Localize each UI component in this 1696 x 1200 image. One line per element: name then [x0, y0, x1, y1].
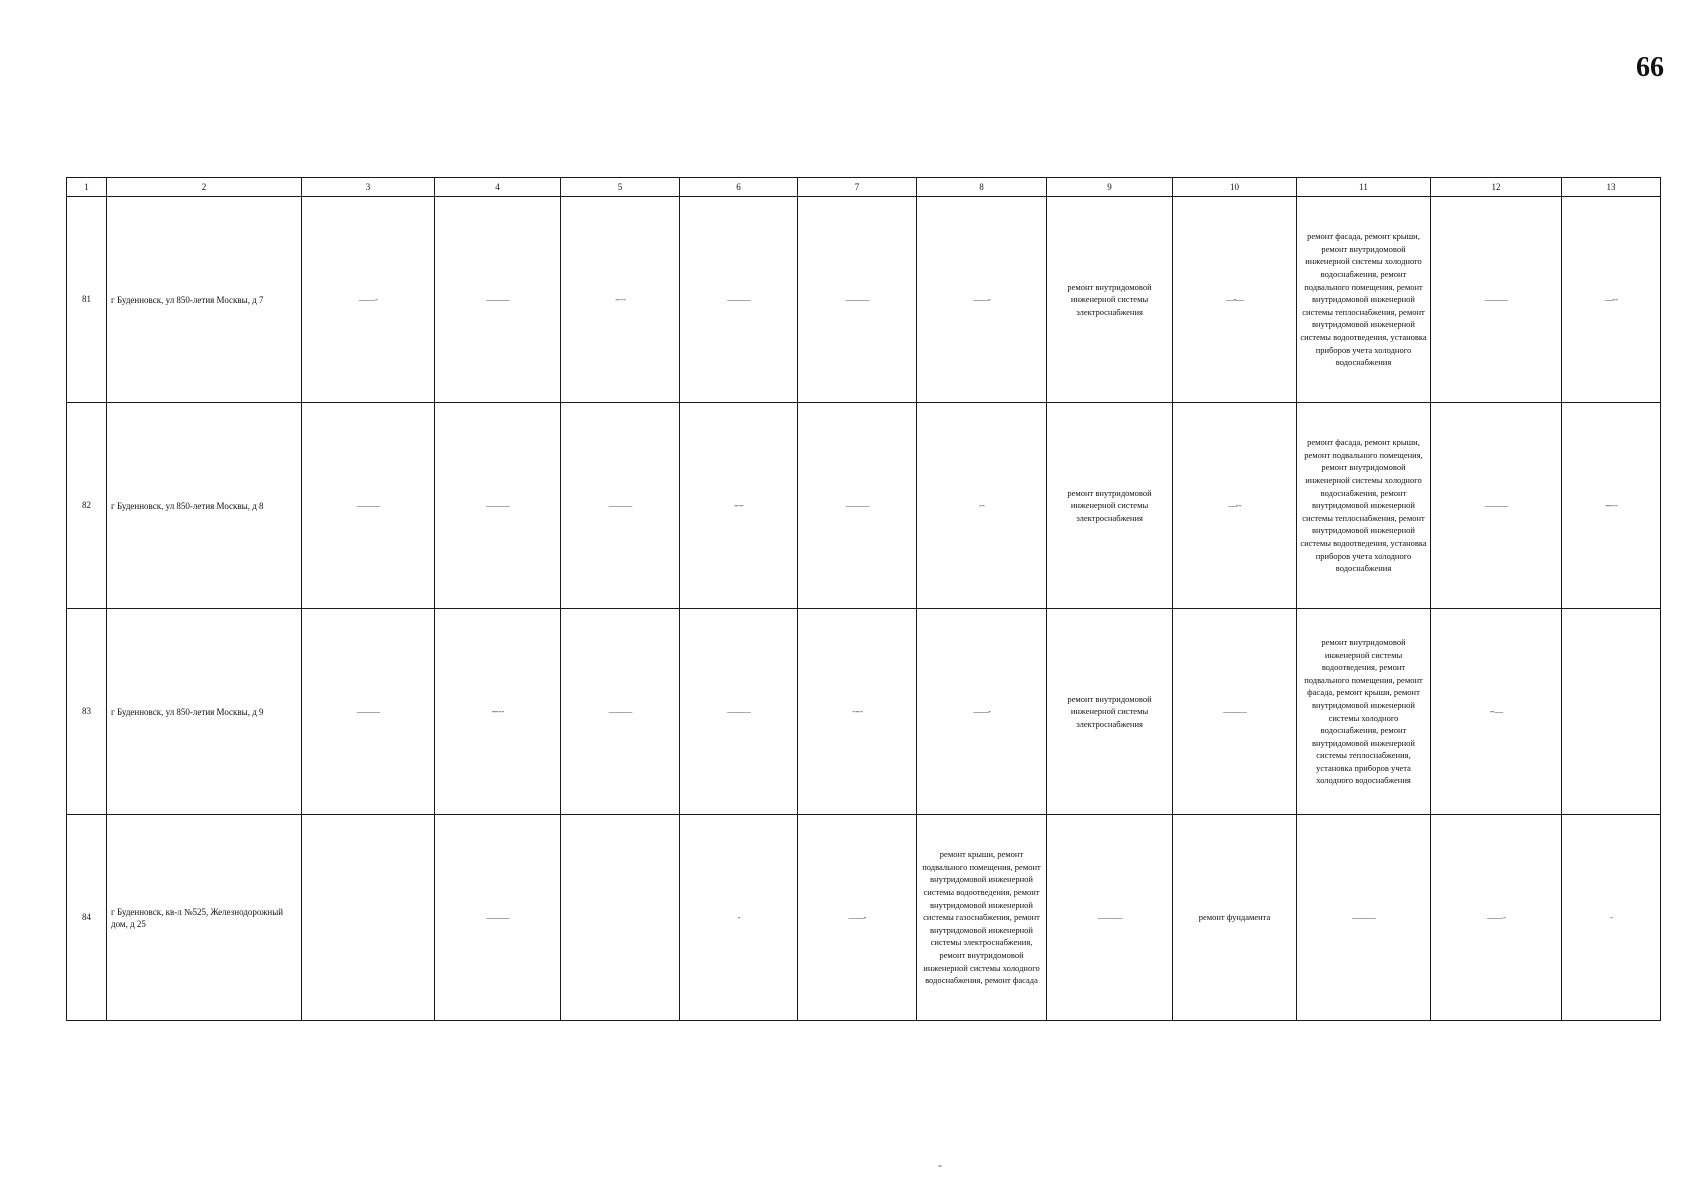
- cell-col-7: ———: [798, 403, 917, 609]
- cell-col-8: ——-: [917, 609, 1047, 815]
- row-number: 83: [67, 609, 107, 815]
- cell-col-13: --- - -: [1562, 403, 1661, 609]
- cell-col-5: ———: [561, 609, 680, 815]
- address-cell: г Буденновск, ул 850-летия Москвы, д 9: [107, 609, 302, 815]
- cell-col-11: ремонт фасада, ремонт крыши, ремонт внутридомовой инженерной системы холодного водоснабжения, ремонт подвального помещения, ремонт внутридомовой инженерной системы теплоснабжения, ремонт внутридомовой инженерной системы водоотведения, установка приборов учета холодного водоснабжения: [1297, 197, 1431, 403]
- cell-col-12: ———: [1431, 403, 1562, 609]
- header-cell-10: 10: [1173, 178, 1297, 197]
- table-row: [67, 403, 1661, 609]
- cell-col-8: ремонт крыши, ремонт подвального помещения, ремонт внутридомовой инженерной системы водоотведения, ремонт внутридомовой инженерной системы газоснабжения, ремонт внутридомовой инженерной системы электроснабжения, ремонт внутридомовой инженерной системы холодного водоснабжения, ремонт фасада: [917, 815, 1047, 1021]
- address-cell: г Буденновск, ул 850-летия Москвы, д 8: [107, 403, 302, 609]
- cell-col-12: ———: [1431, 197, 1562, 403]
- cell-col-6: ———: [680, 197, 798, 403]
- cell-col-13: [1562, 609, 1661, 815]
- header-cell-8: 8: [917, 178, 1047, 197]
- cell-col-10: —-—: [1173, 197, 1297, 403]
- header-cell-4: 4: [435, 178, 561, 197]
- cell-col-9: ремонт внутридомовой инженерной системы электроснабжения: [1047, 609, 1173, 815]
- cell-col-3: ———: [302, 609, 435, 815]
- cell-col-5: -- - -: [561, 197, 680, 403]
- header-cell-6: 6: [680, 178, 798, 197]
- cell-col-7: - -- -: [798, 609, 917, 815]
- cell-col-11: ремонт фасада, ремонт крыши, ремонт подвального помещения, ремонт внутридомовой инженерной системы холодного водоснабжения, ремонт внутридомовой инженерной системы теплоснабжения, ремонт внутридомовой инженерной системы водоотведения, установка приборов учета холодного водоснабжения: [1297, 403, 1431, 609]
- cell-col-3: [302, 815, 435, 1021]
- cell-col-11: ремонт внутридомовой инженерной системы водоотведения, ремонт подвального помещения, ремонт фасада, ремонт крыши, ремонт внутридомовой инженерной системы холодного водоснабжения, ремонт внутридомовой инженерной системы теплоснабжения, установка приборов учета холодного водоснабжения: [1297, 609, 1431, 815]
- footer-mark: -: [938, 1158, 942, 1172]
- header-cell-11: 11: [1297, 178, 1431, 197]
- row-number: 82: [67, 403, 107, 609]
- cell-col-9: — ——: [1047, 815, 1173, 1021]
- header-cell-2: 2: [107, 178, 302, 197]
- header-cell-13: 13: [1562, 178, 1661, 197]
- cell-col-7: ———: [798, 197, 917, 403]
- cell-col-10: —- -: [1173, 403, 1297, 609]
- header-cell-5: 5: [561, 178, 680, 197]
- cell-col-8: - -: [917, 403, 1047, 609]
- cell-col-11: ———: [1297, 815, 1431, 1021]
- cell-col-4: ———: [435, 815, 561, 1021]
- address-cell: г Буденновск, ул 850-летия Москвы, д 7: [107, 197, 302, 403]
- cell-col-9: ремонт внутридомовой инженерной системы электроснабжения: [1047, 403, 1173, 609]
- table-row: [67, 609, 1661, 815]
- header-cell-3: 3: [302, 178, 435, 197]
- cell-col-12: -- —: [1431, 609, 1562, 815]
- cell-col-6: -: [680, 815, 798, 1021]
- cell-col-4: --- - -: [435, 609, 561, 815]
- cell-col-5: ———: [561, 403, 680, 609]
- cell-col-9: ремонт внутридомовой инженерной системы электроснабжения: [1047, 197, 1173, 403]
- cell-col-4: ———: [435, 197, 561, 403]
- cell-col-12: —— -: [1431, 815, 1562, 1021]
- header-cell-1: 1: [67, 178, 107, 197]
- cell-col-8: ——-: [917, 197, 1047, 403]
- cell-col-6: -- --: [680, 403, 798, 609]
- cell-col-3: —— -: [302, 197, 435, 403]
- row-number: 81: [67, 197, 107, 403]
- header-row: [67, 178, 1661, 197]
- cell-col-7: ——-: [798, 815, 917, 1021]
- cell-col-13: —- -: [1562, 197, 1661, 403]
- cell-col-3: ———: [302, 403, 435, 609]
- cell-col-10: ———: [1173, 609, 1297, 815]
- header-cell-9: 9: [1047, 178, 1173, 197]
- cell-col-5: [561, 815, 680, 1021]
- header-cell-7: 7: [798, 178, 917, 197]
- address-cell: г Буденновск, кв-л №525, Железнодорожный дом, д 25: [107, 815, 302, 1021]
- row-number: 84: [67, 815, 107, 1021]
- page-number: 66: [1636, 52, 1664, 83]
- cell-col-4: ———: [435, 403, 561, 609]
- table-row: [67, 197, 1661, 403]
- header-cell-12: 12: [1431, 178, 1562, 197]
- table-row: [67, 815, 1661, 1021]
- repair-schedule-table: [66, 177, 1661, 1021]
- cell-col-6: ———: [680, 609, 798, 815]
- cell-col-13: -: [1562, 815, 1661, 1021]
- cell-col-10: ремонт фундамента: [1173, 815, 1297, 1021]
